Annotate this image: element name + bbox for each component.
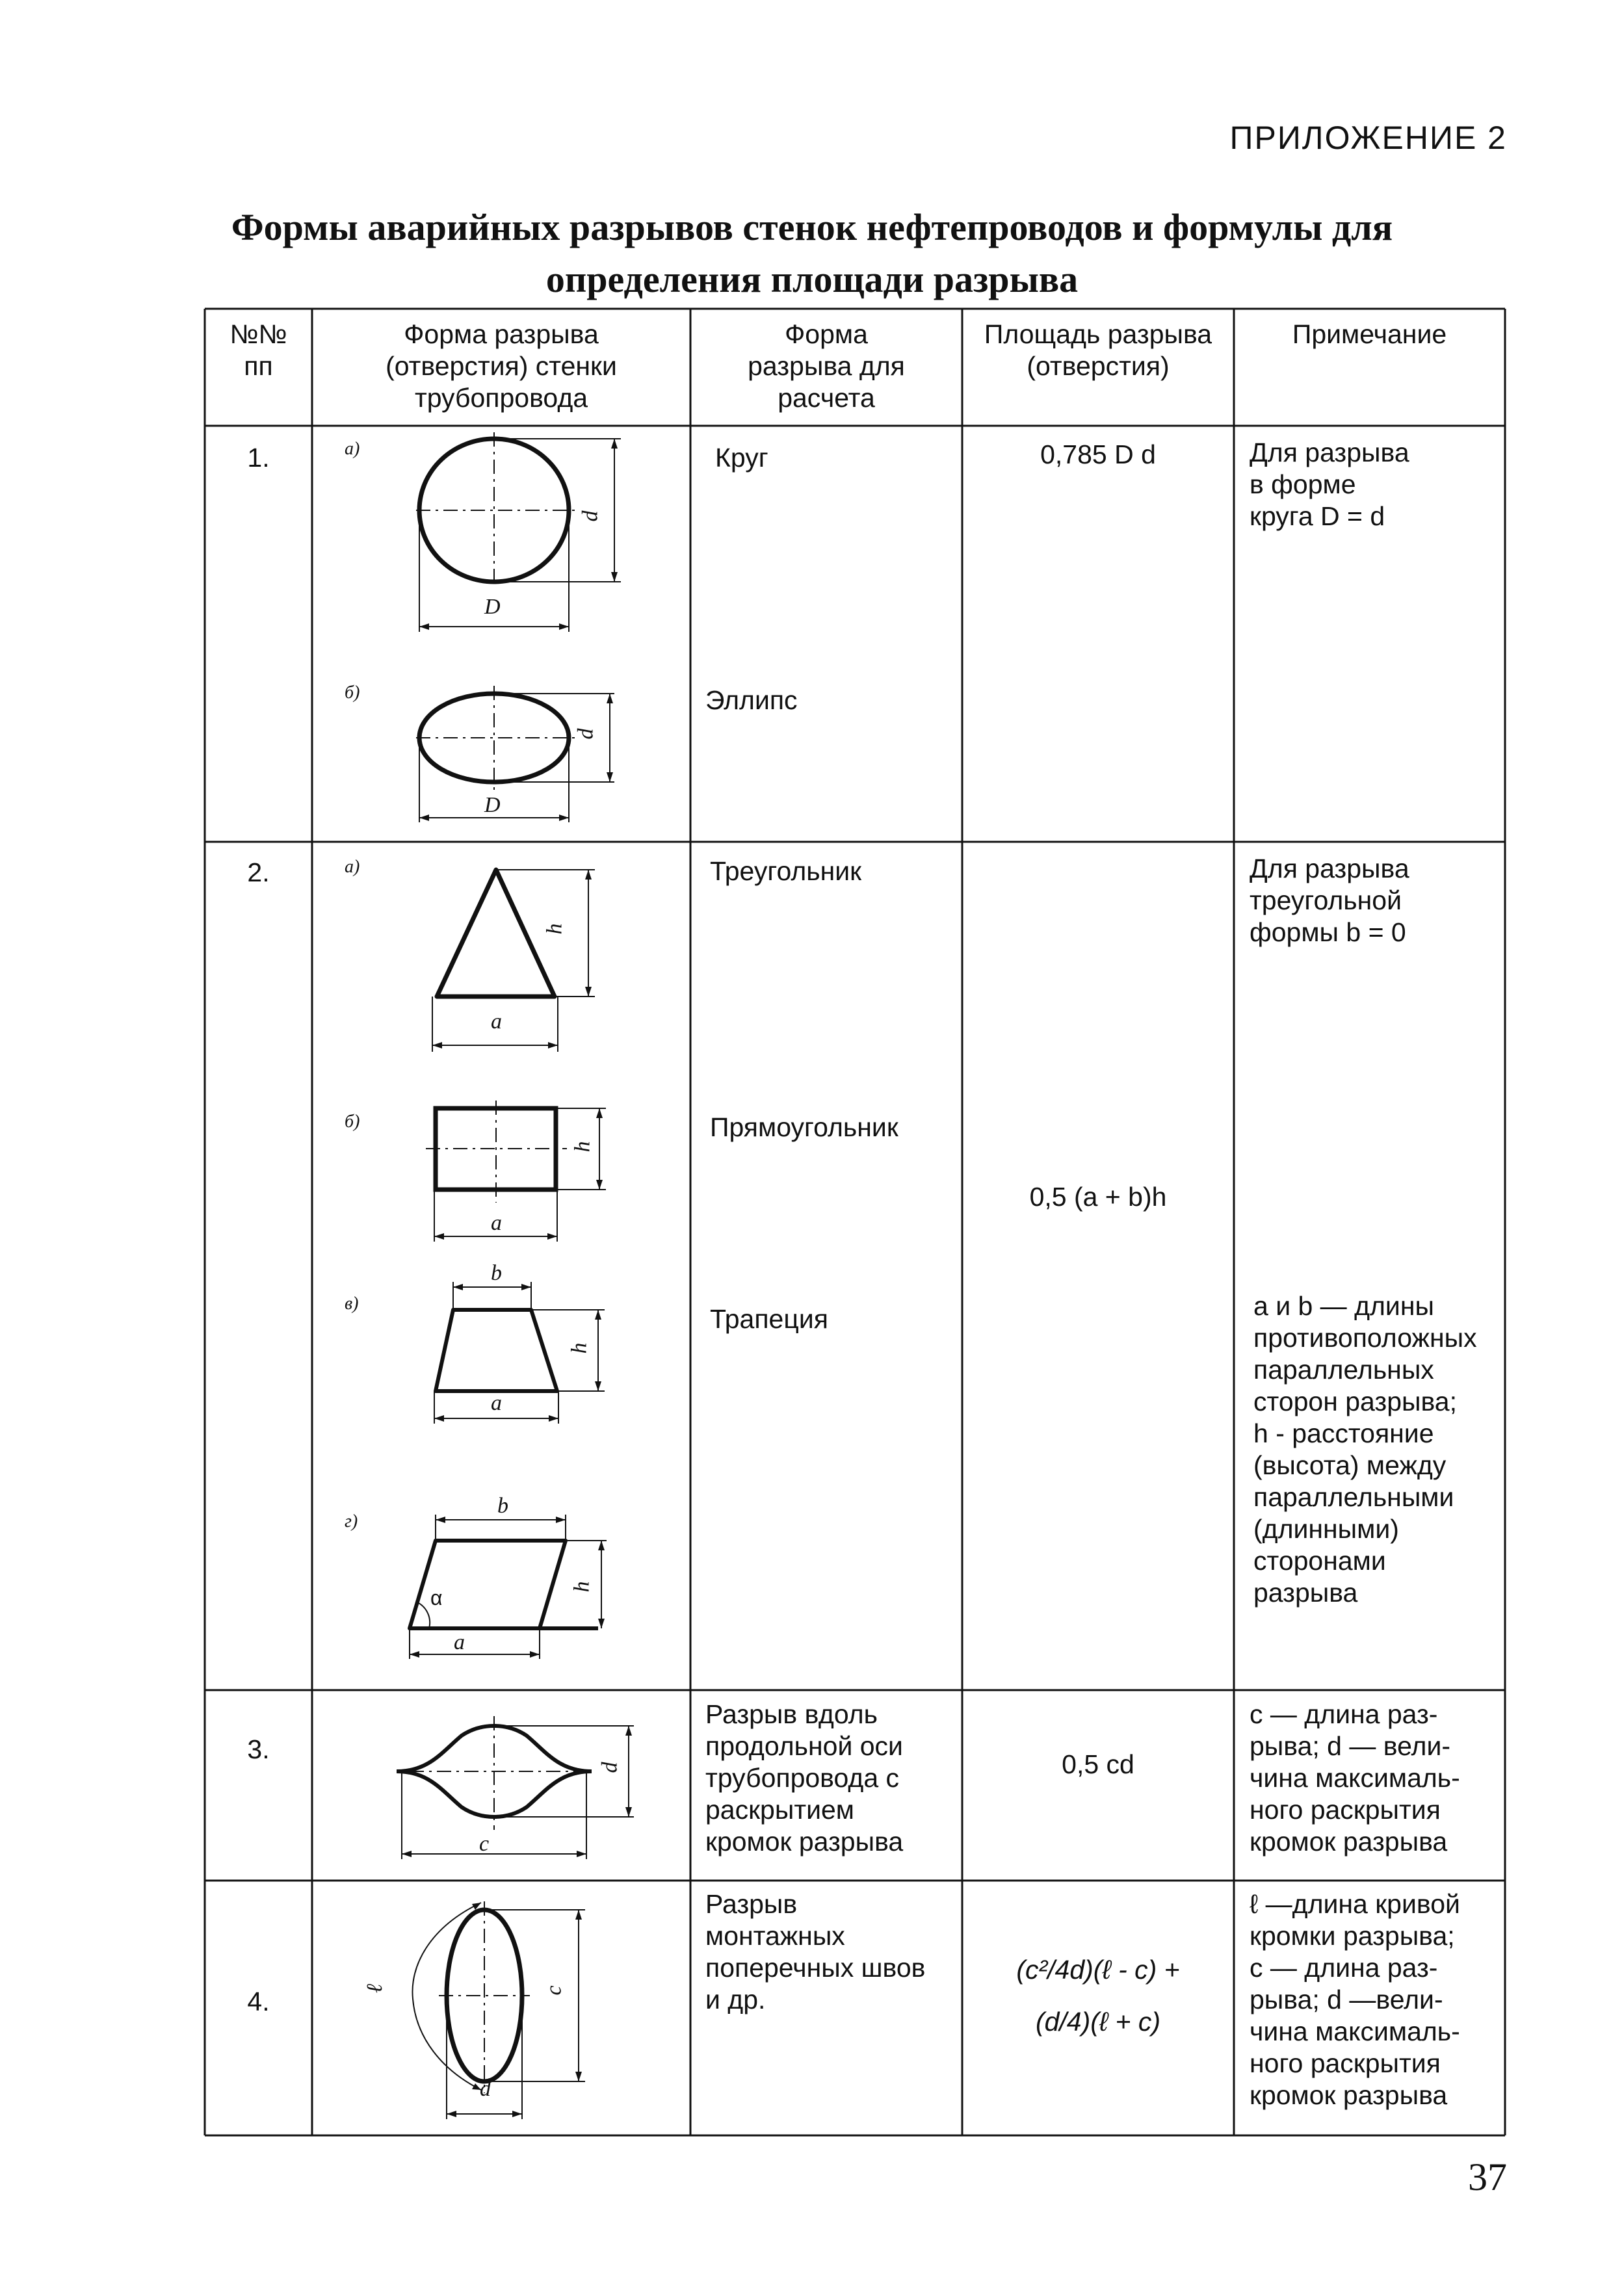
row2-sub-a: а) [345, 857, 360, 877]
row2-shape-b: Прямоугольник [710, 1112, 898, 1142]
circle-diagram [390, 429, 650, 637]
parallelogram-dim-h: h [570, 1581, 594, 1593]
row3-num: 3. [247, 1734, 270, 1764]
rectangle-dim-a: a [491, 1211, 502, 1235]
row2-note-2: a и b — длины противоположных параллельных сторон разрыва; h - расстояние (высота) между параллельными (длинными) сторонами разрыва [1253, 1291, 1477, 1608]
parallelogram-dim-b: b [497, 1494, 508, 1518]
circle-dim-D: D [484, 595, 501, 619]
rectangle-diagram [423, 1099, 618, 1248]
row3-area: 0,5 cd [1062, 1749, 1134, 1779]
parallelogram-dim-a: a [454, 1630, 465, 1654]
triangle-dim-a: a [491, 1010, 502, 1034]
row3-note: c — длина раз- рыва; d — вели- чина максималь- ного раскрытия кромок разрыва [1250, 1699, 1460, 1857]
ellipse-diagram [390, 676, 650, 832]
transverse-dim-l: ℓ [363, 1983, 387, 1994]
circle-dim-d: d [578, 510, 603, 522]
trapezoid-dim-a: a [491, 1391, 502, 1415]
row4-note: ℓ —длина кривой кромки разрыва; c — длина раз- рыва; d —вели- чина максималь- ного раскрытия кромок разрыва [1250, 1889, 1460, 2110]
row2-sub-b: б) [345, 1112, 360, 1132]
ellipse-dim-D: D [484, 793, 501, 817]
trapezoid-dim-b: b [491, 1261, 502, 1285]
row2-note-1: Для разрыва треугольной формы b = 0 [1250, 854, 1409, 947]
row1-sub-a: а) [345, 439, 360, 459]
page-number: 37 [1468, 2156, 1507, 2198]
transverse-rupture-diagram [384, 1888, 605, 2129]
row1-sub-b: б) [345, 683, 360, 703]
row1-shape-b: Эллипс [705, 685, 798, 715]
transverse-dim-c: c [542, 1985, 566, 1996]
row4-num: 4. [247, 1987, 270, 2016]
row2-sub-g: г) [345, 1511, 358, 1532]
row1-shape-a: Круг [715, 443, 768, 473]
parallelogram-dim-alpha: α [430, 1586, 443, 1610]
header-shape: Форма разрыва (отверстия) стенки трубопровода [386, 319, 617, 413]
row2-shape-v: Трапеция [710, 1304, 828, 1334]
trapezoid-diagram [423, 0, 429, 7]
appendix-label: ПРИЛОЖЕНИЕ 2 [1229, 120, 1507, 156]
row3-shape: Разрыв вдоль продольной оси трубопровода с раскрытием кромок разрыва [705, 1699, 904, 1857]
longitudinal-dim-c: c [479, 1832, 490, 1856]
header-area: Площадь разрыва (отверстия) [984, 319, 1212, 381]
row4-shape: Разрыв монтажных поперечных швов и др. [705, 1889, 926, 2014]
triangle-diagram [423, 858, 618, 1053]
parallelogram-diagram [400, 1489, 621, 1664]
transverse-dim-d: d [480, 2077, 491, 2101]
row4-area: (c²/4d)(ℓ - c) + (d/4)(ℓ + c) [1016, 1955, 1180, 2037]
header-note: Примечание [1292, 319, 1447, 349]
row2-sub-v: в) [345, 1294, 359, 1314]
row1-num: 1. [247, 443, 270, 473]
header-calc-shape: Форма разрыва для расчета [748, 319, 905, 413]
trapezoid-dim-h: h [567, 1342, 592, 1354]
row1-note: Для разрыва в форме круга D = d [1250, 437, 1409, 531]
ellipse-dim-d: d [573, 728, 598, 740]
row1-area: 0,785 D d [1040, 439, 1156, 469]
row2-shape-a: Треугольник [710, 856, 862, 886]
row2-area: 0,5 (a + b)h [1029, 1182, 1167, 1212]
triangle-dim-h: h [542, 923, 567, 935]
longitudinal-rupture-diagram [377, 1700, 650, 1869]
row2-num: 2. [247, 857, 270, 887]
header-num: №№ пп [229, 319, 287, 381]
title-line-2: определения площади разрыва [545, 258, 1079, 300]
longitudinal-dim-d: d [597, 1762, 622, 1773]
rectangle-dim-h: h [570, 1141, 595, 1153]
title-line-1: Формы аварийных разрывов стенок нефтепроводов и формулы для [231, 206, 1393, 248]
